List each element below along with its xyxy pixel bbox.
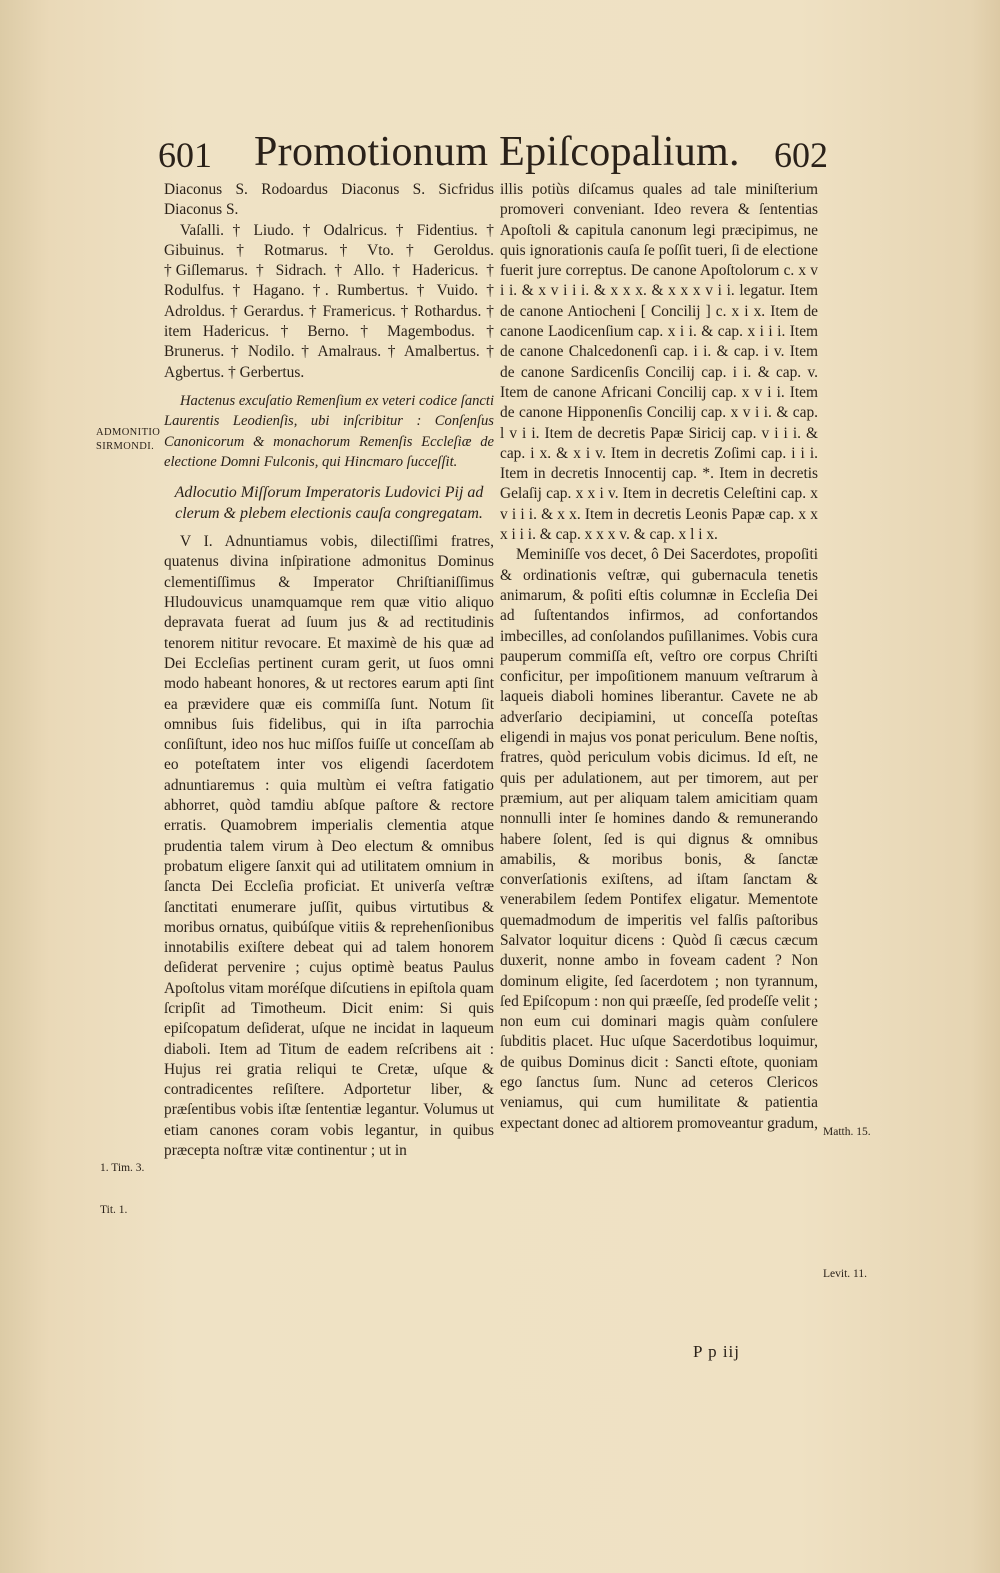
margin-ref-timothy: 1. Tim. 3.	[100, 1162, 145, 1174]
section-vi-text: V I. Adnuntiamus vobis, dilectiſſimi fratres, quatenus divina inſpiratione admonitus Dominus clementiſſimus & Imperator Chriſtianiſſimus Hludouvicus unamquamque rem quæ vitio aliquo depravata fuerat ad ſuum jus & ad rectitudinis tenorem nititur revocare. Et maximè de his quæ ad Dei Eccleſias pertinent curam gerit, ut ſuos omni modo habeant honores, & ut rectores earum apti ſint ea prævidere quæ eis commiſſa ſunt. Notum ſit omnibus ſuis fidelibus, qui in iſta parrochia conſiſtunt, ideo nos huc miſſos fuiſſe ut conceſſam ab eo poteſtatem inter vos eligendi ſacerdotem adnuntiaremus : quia multùm ei veſtra fatigatio abhorret, quòd tamdiu abſque paſtore & rectore erratis. Quamobrem imperialis clementia atque prudentia talem virum à Deo electum & omnibus probatum eligere ſanxit qui ad utilitatem omnium in ſancta Dei Eccleſia proficiat. Et univerſa veſtræ ſanctitati enumerare juſſit, quibus virtutibus & moribus ornatus, quibúſque vitiis & reprehenſionibus innotabilis exiſtere debeat qui ad talem honorem deſiderat pervenire ; cujus optimè beatus Paulus Apoſtolus vitam moréſque diſcutiens in epiſtola quam ſcripſit ad Timotheum. Dicit enim: Si quis epiſcopatum deſiderat, uſque ne incidat in laqueum diaboli. Item ad Titum de eadem reſcribens ait : Hujus rei gratia reliqui te Cretæ, uſque & contradicentes reſiſtere. Adportetur liber, & præſentibus vobis iſtæ ſententiæ legantur. Volumus ut etiam canones coram vobis legantur, in quibus præcepta noſtræ vitæ continentur ; ut in	[164, 533, 494, 1160]
page-number-left: 601	[158, 135, 212, 175]
exhortation-paragraph: Meminiſſe vos decet, ô Dei Sacerdotes, propoſiti & ordinationis veſtræ, qui gubernacula tenetis animarum, & poſiti eſtis columnæ in Eccleſia Dei ad ſuſtentandos infirmos, ad confortandos imbecilles, ad conſolandos puſillanimes. Vobis cura pauperum commiſſa eſt, veſtro ore corpus Chriſti conficitur, per impoſitionem manuum veſtrarum à laqueis diaboli homines liberantur. Cavete ne ab adverſario decipiamini, ut conceſſa poteſtas eligendi in majus vos ponat periculum. Bene noſtis, fratres, quòd periculum vobis dicimus. Id eſt, ne quis per adulationem, aut per timorem, aut per præmium, aut per aliquam talem amicitiam quam nonnulli inter ſe homines dando & remunerando habere ſolent, ſed is qui dignus & omnibus amabilis, & moribus bonis, & ſanctæ converſationis exiſtens, ad iſtam ſanctam & venerabilem ſedem Pontifex eligatur. Mementote quemadmodum de imperitis vel falſis paſtoribus Salvator loquitur dicens : Quòd ſi cæcus cæcum duxerit, nonne ambo in foveam cadent ? Non dominum eligite, ſed ſacerdotem ; non tyrannum, ſed Epiſcopum : non qui præeſſe, ſed prodeſſe velit ; non eum cui dominari magis quàm conſulere ſubditis placet. Huc uſque Sacerdotibus loquimur, de quibus Dominus dicit : Sancti eſtote, quoniam ego ſanctus ſum. Nunc ad ceteros Clericos veniamus, qui cum humilitate & patientia expectant donec ad altiorem promoveantur gradum,	[500, 546, 819, 1132]
margin-ref-leviticus: Levit. 11.	[823, 1268, 867, 1280]
margin-ref-titus: Tit. 1.	[100, 1204, 128, 1216]
page-header	[158, 128, 828, 178]
vassals-list: Vaſalli. † Liudo. † Odalricus. † Fidentius. † Gibuinus. † Rotmarus. † Vto. † Geroldus. †Giſlemarus. † Sidrach. † Allo. † Hadericus. † Rodulfus. † Hagano. †. Rumbertus. † Vuido. † Adroldus. † Gerardus. † Framericus. † Rothardus. † item Hadericus. † Berno. † Magembodus. † Brunerus. † Nodilo. † Amalraus. † Amalbertus. † Agbertus. † Gerbertus.	[164, 221, 494, 381]
margin-ref-matthew: Matth. 15.	[823, 1126, 871, 1138]
witness-list-end: Diaconus S. Rodoardus Diaconus S. Sicfridus Diaconus S.	[164, 181, 494, 219]
left-column	[164, 180, 494, 1161]
sirmond-note: Hactenus excuſatio Remenſium ex veteri codice ſancti Laurentis Leodienſis, ubi inſcribitur : Conſenſus Canonicorum & monachorum Remenſis Eccleſiæ de electione Domni Fulconis, qui Hincmaro ſucceſſit.	[164, 392, 494, 470]
page-number-right: 602	[774, 135, 828, 175]
signature-mark: P p iij	[693, 1342, 740, 1361]
section-heading: Adlocutio Miſſorum Imperatoris Ludovici Pij ad clerum & plebem electionis cauſa congregatam.	[174, 484, 484, 523]
canons-paragraph: illis potiùs diſcamus quales ad tale miniſterium promoveri conveniant. Ideo revera & ſententias Apoſtoli & capitula canonum legi præcipimus, ne quis ignorationis cauſa ſe poſſit tueri, ſi de electione fuerit jure correptus. De canone Apoſtolorum c. x v i i. & x v i i i. & x x x. & x x x v i i. legatur. Item de canone Antiocheni [ Concilij ] c. x i x. Item de canone Laodicenſium cap. x i i. & cap. x i i i. Item de canone Chalcedonenſi cap. i i. & cap. i v. Item de canone Sardicenſis Concilij cap. i i. & cap. v. Item de canone Africani Concilij cap. x v i i. Item de canone Hipponenſis Concilij cap. x v i i. & cap. l v i i. Item de decretis Papæ Siricij cap. v i i i. & cap. i x. & x i v. Item in decretis Zoſimi cap. i i i. Item in decretis Innocentij cap. *. Item in decretis Gelaſij cap. x x i v. Item in decretis Celeſtini cap. x v i i i. & x x. Item in decretis Leonis Papæ cap. x x x i i i. & cap. x x x v. & cap. x l i x.	[500, 181, 818, 544]
running-title: Promotionum Epiſcopalium.	[254, 129, 740, 175]
margin-note-admonitio: ADMONITIO SIRMONDI.	[96, 427, 161, 452]
right-column	[500, 180, 818, 1134]
